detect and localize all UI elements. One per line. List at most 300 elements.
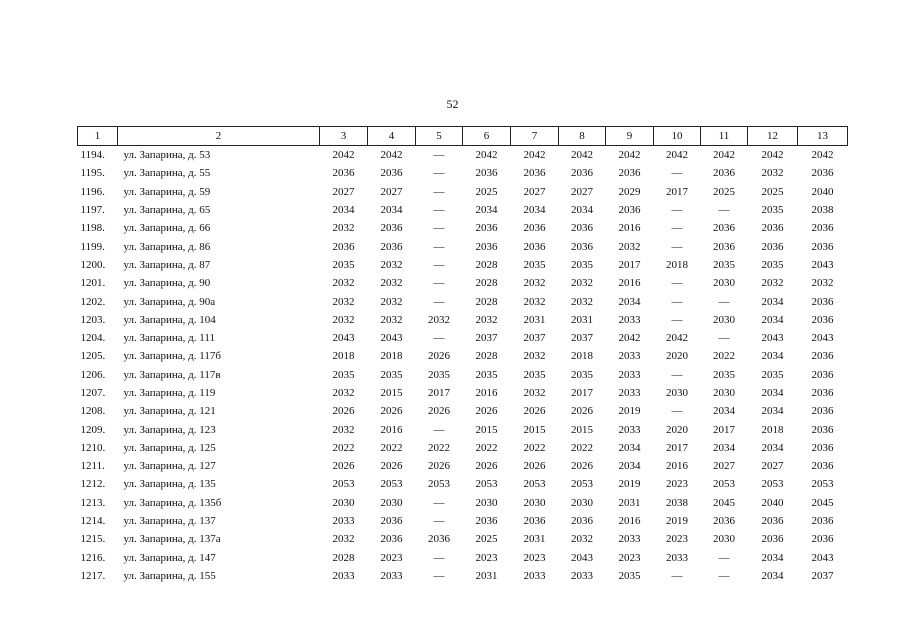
table-row xyxy=(78,256,848,274)
year-cell-col-13: 2036 xyxy=(811,313,834,326)
year-cell-col-13: 2036 xyxy=(811,460,834,473)
year-cell-col-9: 2034 xyxy=(618,295,641,308)
table-row xyxy=(78,494,848,512)
year-cell-col-12: 2034 xyxy=(761,551,784,564)
year-cell-col-8: 2035 xyxy=(571,368,593,381)
year-cell-col-5: — xyxy=(433,277,445,290)
year-cell-col-11: 2035 xyxy=(713,368,735,381)
year-cell-col-8: 2043 xyxy=(571,551,593,564)
year-cell-col-13: 2043 xyxy=(811,332,834,345)
row-number-cell: 1206. xyxy=(80,368,106,381)
year-cell-col-8: 2034 xyxy=(571,204,593,217)
year-cell-col-7: 2034 xyxy=(523,204,546,217)
year-cell-col-5: — xyxy=(433,240,445,253)
column-header-4: 4 xyxy=(368,127,416,146)
year-cell-col-9: 2019 xyxy=(618,405,641,418)
year-cell-col-10: 2017 xyxy=(666,441,688,454)
year-cell-col-11: 2017 xyxy=(713,423,735,436)
year-cell-col-6: 2026 xyxy=(475,460,498,473)
year-cell-col-3: 2036 xyxy=(332,167,355,180)
year-cell-col-11: — xyxy=(718,332,730,345)
year-cell-col-10: 2023 xyxy=(666,478,688,491)
year-cell-col-7: 2015 xyxy=(523,423,546,436)
year-cell-col-10: 2038 xyxy=(666,496,688,509)
year-cell-col-6: 2030 xyxy=(475,496,498,509)
year-cell-col-7: 2032 xyxy=(523,277,546,290)
year-cell-col-6: 2035 xyxy=(475,368,498,381)
year-cell-col-10: — xyxy=(671,569,683,582)
year-cell-col-11: 2030 xyxy=(713,313,735,326)
row-number-cell: 1196. xyxy=(80,185,105,198)
year-cell-col-13: 2032 xyxy=(811,277,834,290)
year-cell-col-10: 2019 xyxy=(666,515,688,528)
year-cell-col-13: 2042 xyxy=(811,149,834,162)
table-row xyxy=(78,475,848,493)
table-row xyxy=(78,292,848,310)
year-cell-col-5: — xyxy=(433,496,445,509)
year-cell-col-8: 2032 xyxy=(571,277,593,290)
year-cell-col-5: — xyxy=(433,515,445,528)
year-cell-col-9: 2031 xyxy=(618,496,641,509)
table-row xyxy=(78,146,848,165)
year-cell-col-11: — xyxy=(718,569,730,582)
year-cell-col-4: 2036 xyxy=(380,167,403,180)
year-cell-col-8: 2032 xyxy=(571,295,593,308)
year-cell-col-9: 2034 xyxy=(618,460,641,473)
column-header-3: 3 xyxy=(320,127,368,146)
year-cell-col-11: 2030 xyxy=(713,387,735,399)
year-cell-col-10: 2042 xyxy=(666,149,688,162)
year-cell-col-8: 2032 xyxy=(571,533,593,546)
year-cell-col-3: 2027 xyxy=(332,185,355,198)
year-cell-col-7: 2030 xyxy=(523,496,546,509)
year-cell-col-12: 2040 xyxy=(761,496,784,509)
year-cell-col-8: 2036 xyxy=(571,222,593,235)
year-cell-col-6: 2031 xyxy=(475,569,498,582)
year-cell-col-3: 2035 xyxy=(332,258,355,271)
year-cell-col-12: 2034 xyxy=(761,569,784,582)
year-cell-col-3: 2033 xyxy=(332,515,355,528)
column-header-1: 1 xyxy=(78,127,118,146)
year-cell-col-7: 2033 xyxy=(523,569,546,582)
year-cell-col-3: 2032 xyxy=(332,387,355,399)
year-cell-col-13: 2053 xyxy=(811,478,834,491)
year-cell-col-10: — xyxy=(671,240,683,253)
address-cell: ул. Запарина, д. 55 xyxy=(123,167,211,180)
year-cell-col-4: 2026 xyxy=(380,405,403,418)
year-cell-col-7: 2022 xyxy=(523,441,546,454)
year-cell-col-9: 2033 xyxy=(618,387,641,399)
year-cell-col-12: 2034 xyxy=(761,313,784,326)
year-cell-col-9: 2042 xyxy=(618,149,641,162)
address-cell: ул. Запарина, д. 117в xyxy=(123,368,221,381)
table-row xyxy=(78,164,848,182)
year-cell-col-11: — xyxy=(718,551,730,564)
header-row xyxy=(78,127,848,146)
year-cell-col-8: 2027 xyxy=(571,185,593,198)
year-cell-col-8: 2033 xyxy=(571,569,593,582)
year-cell-col-11: — xyxy=(718,204,730,217)
year-cell-col-12: 2036 xyxy=(761,222,784,235)
table-row xyxy=(78,274,848,292)
year-cell-col-12: 2053 xyxy=(761,478,784,491)
year-cell-col-10: 2033 xyxy=(666,551,688,564)
year-cell-col-13: 2037 xyxy=(811,569,834,582)
year-cell-col-13: 2036 xyxy=(811,167,834,180)
table-row xyxy=(78,457,848,475)
year-cell-col-4: 2015 xyxy=(380,387,403,399)
year-cell-col-11: 2036 xyxy=(713,222,735,235)
year-cell-col-7: 2042 xyxy=(523,149,546,162)
year-cell-col-4: 2043 xyxy=(380,332,403,345)
year-cell-col-13: 2036 xyxy=(811,515,834,528)
table-row xyxy=(78,366,848,384)
row-number-cell: 1215. xyxy=(80,533,106,546)
year-cell-col-13: 2036 xyxy=(811,423,834,436)
year-cell-col-8: 2031 xyxy=(571,313,593,326)
year-cell-col-9: 2016 xyxy=(618,515,641,528)
year-cell-col-5: — xyxy=(433,423,445,436)
address-cell: ул. Запарина, д. 66 xyxy=(123,222,211,235)
year-cell-col-8: 2036 xyxy=(571,515,593,528)
year-cell-col-8: 2026 xyxy=(571,460,593,473)
year-cell-col-7: 2036 xyxy=(523,222,546,235)
year-cell-col-3: 2033 xyxy=(332,569,355,582)
year-cell-col-11: 2036 xyxy=(713,240,735,253)
year-cell-col-13: 2036 xyxy=(811,533,834,546)
year-cell-col-4: 2035 xyxy=(380,368,403,381)
row-number-cell: 1204. xyxy=(80,332,106,345)
year-cell-col-9: 2033 xyxy=(618,368,641,381)
year-cell-col-9: 2016 xyxy=(618,222,641,235)
year-cell-col-6: 2053 xyxy=(475,478,498,491)
year-cell-col-10: — xyxy=(671,222,683,235)
year-cell-col-12: 2027 xyxy=(761,460,784,473)
year-cell-col-3: 2018 xyxy=(332,350,355,363)
year-cell-col-11: 2053 xyxy=(713,478,735,491)
year-cell-col-13: 2038 xyxy=(811,204,834,217)
address-cell: ул. Запарина, д. 104 xyxy=(123,313,216,326)
table-row xyxy=(78,201,848,219)
row-number-cell: 1201. xyxy=(80,277,106,290)
year-cell-col-11: 2022 xyxy=(713,350,735,363)
year-cell-col-12: 2043 xyxy=(761,332,784,345)
row-number-cell: 1205. xyxy=(80,350,106,363)
row-number-cell: 1203. xyxy=(80,313,106,326)
year-cell-col-3: 2036 xyxy=(332,240,355,253)
year-cell-col-5: — xyxy=(433,258,445,271)
year-cell-col-6: 2026 xyxy=(475,405,498,418)
year-cell-col-10: 2030 xyxy=(666,387,688,399)
year-cell-col-12: 2036 xyxy=(761,240,784,253)
year-cell-col-10: — xyxy=(671,295,683,308)
year-cell-col-5: 2035 xyxy=(428,368,450,381)
year-cell-col-13: 2036 xyxy=(811,240,834,253)
row-number-cell: 1207. xyxy=(80,387,106,399)
year-cell-col-4: 2036 xyxy=(380,533,403,546)
year-cell-col-3: 2026 xyxy=(332,460,355,473)
year-cell-col-6: 2036 xyxy=(475,515,498,528)
year-cell-col-7: 2036 xyxy=(523,167,546,180)
column-header-7: 7 xyxy=(511,127,559,146)
row-number-cell: 1208. xyxy=(80,405,106,418)
year-cell-col-9: 2033 xyxy=(618,350,641,363)
year-cell-col-7: 2023 xyxy=(523,551,546,564)
address-cell: ул. Запарина, д. 135 xyxy=(123,478,216,491)
year-cell-col-13: 2036 xyxy=(811,295,834,308)
year-cell-col-6: 2028 xyxy=(475,295,498,308)
year-cell-col-4: 2027 xyxy=(380,185,403,198)
column-header-8: 8 xyxy=(559,127,606,146)
year-cell-col-11: — xyxy=(718,295,730,308)
table-row xyxy=(78,384,848,402)
year-cell-col-7: 2035 xyxy=(523,258,546,271)
year-cell-col-11: 2030 xyxy=(713,277,735,290)
row-number-cell: 1197. xyxy=(80,204,105,217)
year-cell-col-13: 2036 xyxy=(811,441,834,454)
year-cell-col-6: 2034 xyxy=(475,204,498,217)
year-cell-col-5: — xyxy=(433,222,445,235)
year-cell-col-6: 2015 xyxy=(475,423,498,436)
year-cell-col-11: 2027 xyxy=(713,460,735,473)
row-number-cell: 1199. xyxy=(80,240,105,253)
year-cell-col-13: 2036 xyxy=(811,387,834,399)
year-cell-col-6: 2028 xyxy=(475,258,498,271)
year-cell-col-11: 2034 xyxy=(713,405,735,418)
year-cell-col-4: 2034 xyxy=(380,204,403,217)
year-cell-col-12: 2042 xyxy=(761,149,784,162)
year-cell-col-3: 2053 xyxy=(332,478,355,491)
year-cell-col-3: 2034 xyxy=(332,204,355,217)
year-cell-col-8: 2026 xyxy=(571,405,593,418)
year-cell-col-12: 2034 xyxy=(761,387,784,399)
address-cell: ул. Запарина, д. 119 xyxy=(123,387,216,399)
column-header-2: 2 xyxy=(118,127,320,146)
year-cell-col-7: 2026 xyxy=(523,405,546,418)
year-cell-col-10: — xyxy=(671,368,683,381)
address-cell: ул. Запарина, д. 90а xyxy=(123,295,216,308)
year-cell-col-3: 2032 xyxy=(332,295,355,308)
year-cell-col-5: 2017 xyxy=(428,387,450,399)
year-cell-col-5: 2022 xyxy=(428,441,450,454)
row-number-cell: 1214. xyxy=(80,515,106,528)
year-cell-col-12: 2018 xyxy=(761,423,784,436)
address-cell: ул. Запарина, д. 53 xyxy=(123,149,211,162)
year-cell-col-8: 2030 xyxy=(571,496,593,509)
year-cell-col-8: 2018 xyxy=(571,350,593,363)
year-cell-col-13: 2036 xyxy=(811,222,834,235)
year-cell-col-8: 2036 xyxy=(571,240,593,253)
table-row xyxy=(78,183,848,201)
year-cell-col-4: 2032 xyxy=(380,277,403,290)
year-cell-col-7: 2032 xyxy=(523,350,546,363)
address-cell: ул. Запарина, д. 65 xyxy=(123,204,211,217)
year-cell-col-13: 2036 xyxy=(811,350,834,363)
column-header-10: 10 xyxy=(654,127,701,146)
table-row xyxy=(78,311,848,329)
year-cell-col-7: 2026 xyxy=(523,460,546,473)
year-cell-col-10: 2017 xyxy=(666,185,688,198)
year-cell-col-5: — xyxy=(433,204,445,217)
column-header-13: 13 xyxy=(798,127,848,146)
row-number-cell: 1198. xyxy=(80,222,105,235)
year-cell-col-7: 2037 xyxy=(523,332,546,345)
year-cell-col-3: 2032 xyxy=(332,533,355,546)
year-cell-col-5: — xyxy=(433,551,445,564)
table-row xyxy=(78,549,848,567)
year-cell-col-5: — xyxy=(433,569,445,582)
year-cell-col-12: 2034 xyxy=(761,441,784,454)
year-cell-col-13: 2043 xyxy=(811,258,834,271)
year-cell-col-3: 2028 xyxy=(332,551,355,564)
year-cell-col-11: 2042 xyxy=(713,149,735,162)
page-number: 52 xyxy=(446,97,459,111)
table-row xyxy=(78,567,848,585)
year-cell-col-9: 2017 xyxy=(618,258,641,271)
year-cell-col-9: 2036 xyxy=(618,167,641,180)
year-cell-col-9: 2042 xyxy=(618,332,641,345)
table-row xyxy=(78,402,848,420)
year-cell-col-12: 2034 xyxy=(761,350,784,363)
year-cell-col-5: — xyxy=(433,185,445,198)
year-cell-col-10: — xyxy=(671,313,683,326)
year-cell-col-13: 2036 xyxy=(811,368,834,381)
table-row xyxy=(78,512,848,530)
year-cell-col-4: 2036 xyxy=(380,222,403,235)
table-body xyxy=(78,146,848,586)
year-cell-col-10: 2042 xyxy=(666,332,688,345)
year-cell-col-6: 2032 xyxy=(475,313,498,326)
year-cell-col-6: 2037 xyxy=(475,332,498,345)
year-cell-col-9: 2019 xyxy=(618,478,641,491)
year-cell-col-12: 2035 xyxy=(761,368,784,381)
year-cell-col-10: — xyxy=(671,167,683,180)
row-number-cell: 1200. xyxy=(80,258,106,271)
table-row xyxy=(78,530,848,548)
address-cell: ул. Запарина, д. 90 xyxy=(123,277,211,290)
year-cell-col-8: 2017 xyxy=(571,387,593,399)
year-cell-col-7: 2031 xyxy=(523,313,546,326)
address-cell: ул. Запарина, д. 137 xyxy=(123,515,216,528)
address-cell: ул. Запарина, д. 87 xyxy=(123,258,211,271)
year-cell-col-12: 2025 xyxy=(761,185,784,198)
year-cell-col-9: 2023 xyxy=(618,551,641,564)
year-cell-col-11: 2036 xyxy=(713,515,735,528)
year-cell-col-8: 2022 xyxy=(571,441,593,454)
year-cell-col-3: 2035 xyxy=(332,368,355,381)
year-cell-col-5: 2053 xyxy=(428,478,450,491)
address-cell: ул. Запарина, д. 59 xyxy=(123,185,211,198)
year-cell-col-5: — xyxy=(433,149,445,162)
year-cell-col-10: 2023 xyxy=(666,533,688,546)
table-row xyxy=(78,439,848,457)
year-cell-col-3: 2032 xyxy=(332,423,355,436)
year-cell-col-4: 2033 xyxy=(380,569,403,582)
row-number-cell: 1211. xyxy=(80,460,105,473)
year-cell-col-4: 2026 xyxy=(380,460,403,473)
year-cell-col-7: 2036 xyxy=(523,240,546,253)
data-table xyxy=(77,126,848,585)
year-cell-col-13: 2040 xyxy=(811,185,834,198)
address-cell: ул. Запарина, д. 123 xyxy=(123,423,216,436)
year-cell-col-7: 2031 xyxy=(523,533,546,546)
year-cell-col-6: 2028 xyxy=(475,350,498,363)
year-cell-col-7: 2032 xyxy=(523,295,546,308)
year-cell-col-5: — xyxy=(433,332,445,345)
year-cell-col-3: 2022 xyxy=(332,441,355,454)
year-cell-col-4: 2036 xyxy=(380,515,403,528)
year-cell-col-7: 2036 xyxy=(523,515,546,528)
year-cell-col-8: 2037 xyxy=(571,332,593,345)
year-cell-col-5: 2032 xyxy=(428,313,450,326)
year-cell-col-4: 2016 xyxy=(380,423,403,436)
year-cell-col-13: 2036 xyxy=(811,405,834,418)
column-header-12: 12 xyxy=(748,127,798,146)
column-header-9: 9 xyxy=(606,127,654,146)
row-number-cell: 1195. xyxy=(80,167,105,180)
address-cell: ул. Запарина, д. 125 xyxy=(123,441,216,454)
year-cell-col-10: 2016 xyxy=(666,460,688,473)
year-cell-col-12: 2035 xyxy=(761,204,784,217)
year-cell-col-8: 2015 xyxy=(571,423,593,436)
table-row xyxy=(78,420,848,438)
year-cell-col-3: 2026 xyxy=(332,405,355,418)
year-cell-col-5: 2026 xyxy=(428,350,450,363)
address-cell: ул. Запарина, д. 155 xyxy=(123,569,216,582)
year-cell-col-5: 2026 xyxy=(428,460,450,473)
year-cell-col-4: 2018 xyxy=(380,350,403,363)
year-cell-col-9: 2032 xyxy=(618,240,641,253)
year-cell-col-6: 2028 xyxy=(475,277,498,290)
table-row xyxy=(78,219,848,237)
year-cell-col-4: 2022 xyxy=(380,441,403,454)
year-cell-col-12: 2036 xyxy=(761,533,784,546)
year-cell-col-5: — xyxy=(433,295,445,308)
year-cell-col-9: 2033 xyxy=(618,313,641,326)
row-number-cell: 1210. xyxy=(80,441,106,454)
column-header-11: 11 xyxy=(701,127,748,146)
table-row xyxy=(78,347,848,365)
year-cell-col-6: 2036 xyxy=(475,240,498,253)
year-cell-col-6: 2022 xyxy=(475,441,498,454)
column-header-6: 6 xyxy=(463,127,511,146)
address-cell: ул. Запарина, д. 135б xyxy=(123,496,222,509)
year-cell-col-8: 2036 xyxy=(571,167,593,180)
year-cell-col-4: 2023 xyxy=(380,551,403,564)
year-cell-col-9: 2016 xyxy=(618,277,641,290)
year-cell-col-4: 2032 xyxy=(380,295,403,308)
year-cell-col-3: 2032 xyxy=(332,313,355,326)
address-cell: ул. Запарина, д. 117б xyxy=(123,350,221,363)
year-cell-col-4: 2030 xyxy=(380,496,403,509)
year-cell-col-6: 2023 xyxy=(475,551,498,564)
year-cell-col-12: 2035 xyxy=(761,258,784,271)
year-cell-col-11: 2045 xyxy=(713,496,735,509)
row-number-cell: 1213. xyxy=(80,496,106,509)
year-cell-col-3: 2030 xyxy=(332,496,355,509)
year-cell-col-8: 2035 xyxy=(571,258,593,271)
year-cell-col-11: 2034 xyxy=(713,441,735,454)
year-cell-col-4: 2032 xyxy=(380,313,403,326)
year-cell-col-12: 2032 xyxy=(761,277,784,290)
year-cell-col-6: 2042 xyxy=(475,149,498,162)
row-number-cell: 1212. xyxy=(80,478,106,491)
address-cell: ул. Запарина, д. 121 xyxy=(123,405,216,418)
year-cell-col-6: 2036 xyxy=(475,167,498,180)
year-cell-col-4: 2036 xyxy=(380,240,403,253)
year-cell-col-9: 2033 xyxy=(618,423,641,436)
year-cell-col-12: 2036 xyxy=(761,515,784,528)
